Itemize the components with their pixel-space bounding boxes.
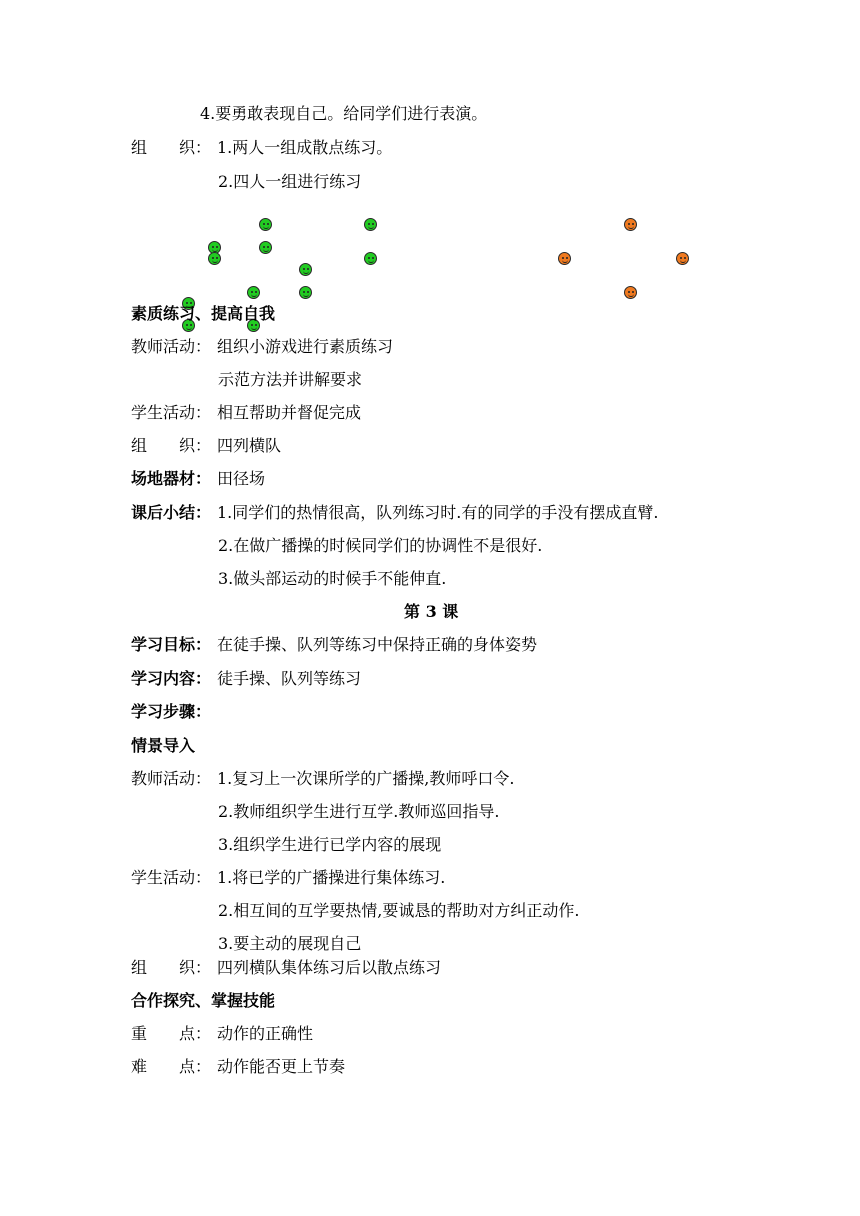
goal-line: [131, 635, 537, 655]
student-activity-line: [131, 868, 445, 888]
field-label: 组 织：: [131, 958, 212, 977]
field-label: 课后小结：: [131, 503, 212, 522]
field-value: 田径场: [217, 469, 266, 488]
summary-line: [131, 503, 658, 523]
green-student-icon: [299, 286, 312, 299]
text-line: 4.要勇敢表现自己。给同学们进行表演。: [200, 104, 488, 123]
text-line: 3.要主动的展现自己: [218, 934, 362, 953]
text-line: 示范方法并讲解要求: [218, 370, 363, 389]
organization-line: [131, 436, 281, 456]
field-value: 1.复习上一次课所学的广播操,教师呼口令.: [217, 769, 515, 788]
formation-diagram: [0, 0, 860, 340]
green-student-icon: [299, 263, 312, 276]
organization-line: [131, 958, 441, 978]
lesson-title: 第 3 课: [404, 602, 459, 621]
section-heading: 素质练习、提高自我: [131, 304, 276, 323]
field-value: 动作的正确性: [217, 1024, 314, 1043]
field-label: 重 点：: [131, 1024, 212, 1043]
field-label: 学生活动：: [131, 403, 212, 422]
field-value: 相互帮助并督促完成: [217, 403, 362, 422]
orange-student-icon: [624, 218, 637, 231]
field-label: 学生活动：: [131, 868, 212, 887]
field-label: 组 织：: [131, 138, 212, 157]
green-student-icon: [364, 218, 377, 231]
text-line: 3.组织学生进行已学内容的展现: [218, 835, 442, 854]
field-value: 四列横队: [217, 436, 282, 455]
field-value: 1.两人一组成散点练习。: [217, 138, 393, 157]
field-value: 四列横队集体练习后以散点练习: [217, 958, 442, 977]
text-line: 2.在做广播操的时候同学们的协调性不是很好.: [218, 536, 543, 555]
field-value: 在徒手操、队列等练习中保持正确的身体姿势: [217, 635, 538, 654]
equipment-line: [131, 469, 265, 489]
field-value: 动作能否更上节奏: [217, 1057, 346, 1076]
green-student-icon: [247, 286, 260, 299]
field-value: 1.将已学的广播操进行集体练习.: [217, 868, 446, 887]
text-line: 2.教师组织学生进行互学.教师巡回指导.: [218, 802, 500, 821]
field-label: 学习目标：: [131, 635, 212, 654]
field-label: 教师活动：: [131, 769, 212, 788]
field-label: 学习内容：: [131, 669, 212, 688]
field-label: 组 织：: [131, 436, 212, 455]
text-line: 3.做头部运动的时候手不能伸直.: [218, 569, 447, 588]
field-label: 难 点：: [131, 1057, 212, 1076]
difficulty-line: [131, 1057, 345, 1077]
orange-student-icon: [558, 252, 571, 265]
key-point-line: [131, 1024, 313, 1044]
orange-student-icon: [624, 286, 637, 299]
green-student-icon: [208, 252, 221, 265]
section-heading: 合作探究、掌握技能: [131, 991, 276, 1010]
section-heading: 情景导入: [131, 736, 196, 755]
teacher-activity-line: [131, 769, 514, 789]
field-label: 教师活动：: [131, 337, 212, 356]
green-student-icon: [364, 252, 377, 265]
content-line: [131, 669, 361, 689]
text-line: 2.四人一组进行练习: [218, 172, 362, 191]
field-label: 场地器材：: [131, 469, 212, 488]
field-value: 徒手操、队列等练习: [217, 669, 362, 688]
text-line: 2.相互间的互学要热情,要诚恳的帮助对方纠正动作.: [218, 901, 580, 920]
student-activity-line: [131, 403, 361, 423]
field-value: 1.同学们的热情很高，队列练习时.有的同学的手没有摆成直臂.: [217, 503, 659, 522]
green-student-icon: [259, 241, 272, 254]
steps-heading: 学习步骤：: [131, 702, 212, 721]
teacher-activity-line: [131, 337, 393, 357]
green-student-icon: [259, 218, 272, 231]
field-value: 组织小游戏进行素质练习: [217, 337, 394, 356]
orange-student-icon: [676, 252, 689, 265]
